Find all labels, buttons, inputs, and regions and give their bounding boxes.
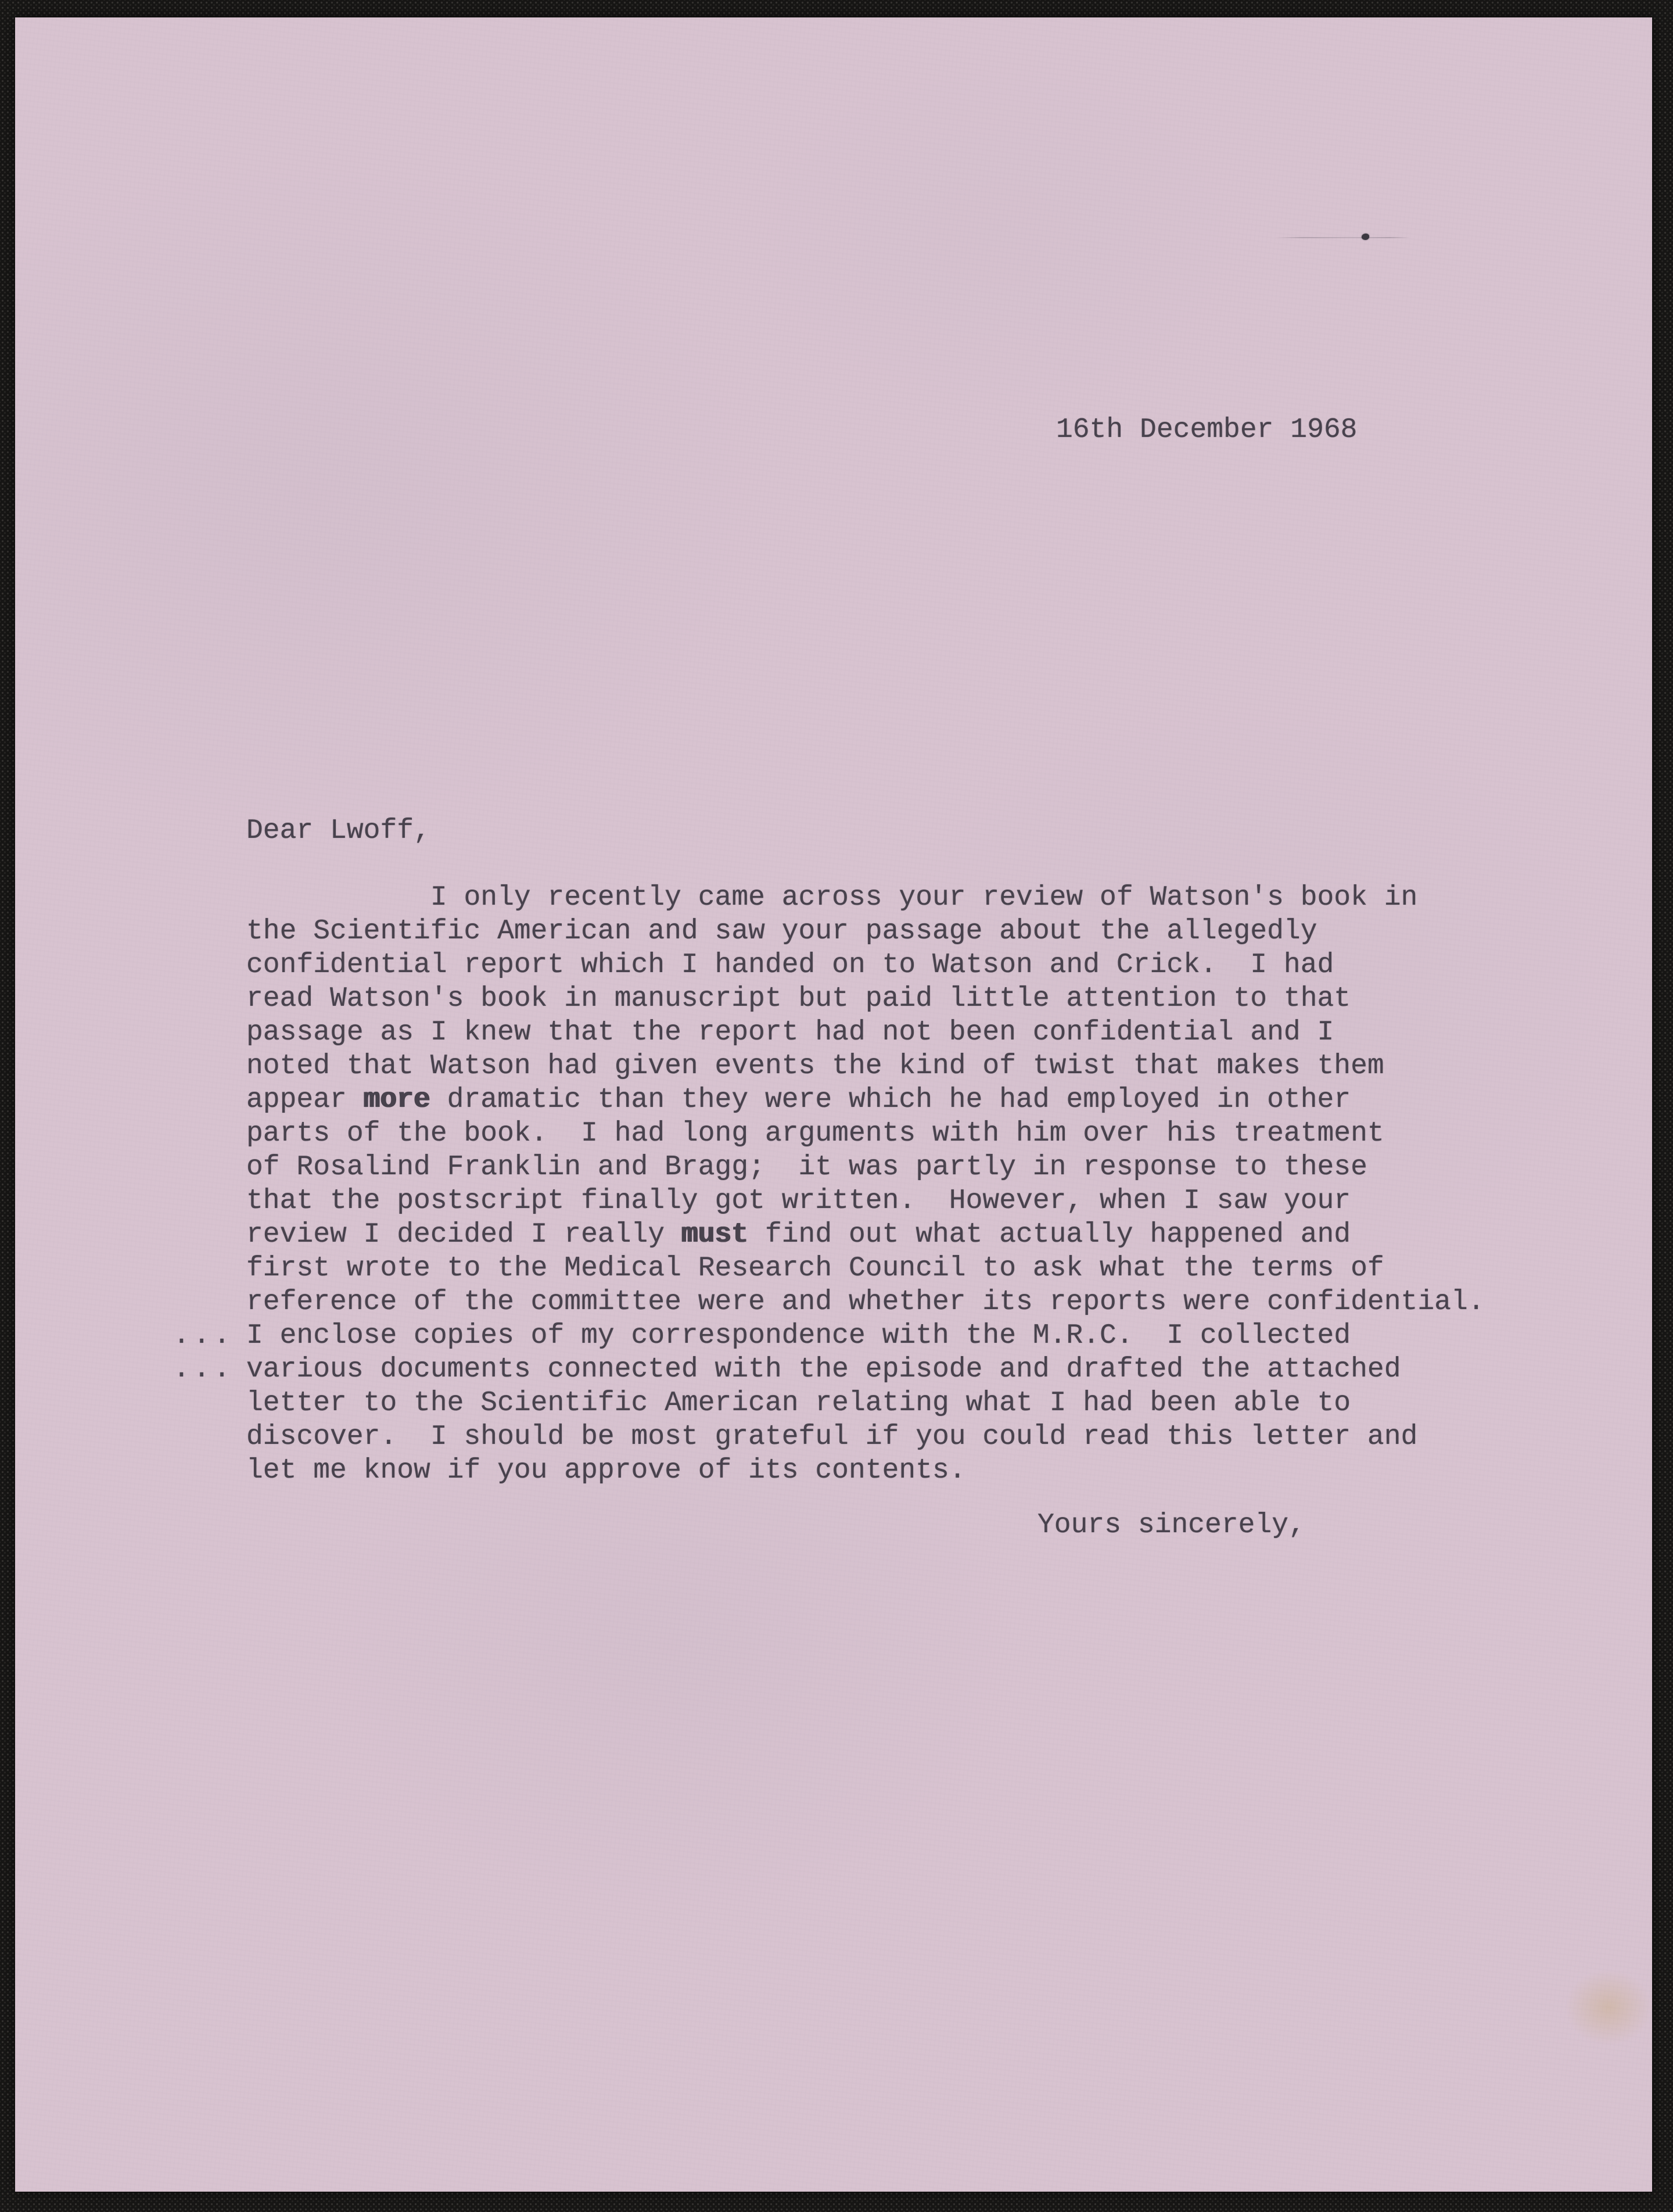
body-line: review I decided I really must find out what actually happened and	[246, 1219, 1351, 1250]
salutation: Dear Lwoff,	[246, 815, 430, 847]
body-line: that the postscript finally got written. However, when I saw your	[246, 1185, 1351, 1217]
paper-stain	[1565, 1970, 1652, 2045]
body-line: confidential report which I handed on to Watson and Crick. I had	[246, 949, 1334, 981]
paper-scratch-mark	[1275, 237, 1410, 238]
body-line: read Watson's book in manuscript but paid little attention to that	[246, 983, 1351, 1014]
body-line: of Rosalind Franklin and Bragg; it was partly in response to these	[246, 1152, 1367, 1183]
body-line: I enclose copies of my correspondence with the M.R.C. I collected ...	[173, 1320, 1351, 1351]
overstruck-word: more	[363, 1084, 430, 1116]
body-line: the Scientific American and saw your passage about the allegedly	[246, 916, 1317, 947]
letter-body	[173, 881, 1485, 1487]
body-line: letter to the Scientific American relating what I had been able to	[246, 1388, 1351, 1419]
body-line: various documents connected with the episode and drafted the attached ...	[173, 1354, 1401, 1385]
body-line: passage as I knew that the report had not been confidential and I	[246, 1017, 1334, 1048]
body-line: discover. I should be most grateful if you could read this letter and	[246, 1421, 1418, 1453]
body-line: appear more dramatic than they were which he had employed in other	[246, 1084, 1351, 1116]
overstruck-word: must	[681, 1219, 749, 1250]
body-line: let me know if you approve of its contents.	[246, 1455, 966, 1486]
body-line: noted that Watson had given events the kind of twist that makes them	[246, 1051, 1384, 1082]
body-line: first wrote to the Medical Research Council to ask what the terms of	[246, 1253, 1384, 1284]
closing-valediction: Yours sincerely,	[1037, 1510, 1305, 1541]
letter-paper	[15, 17, 1652, 2192]
margin-annotation-dots: ...	[173, 1320, 234, 1351]
paper-speck	[1362, 234, 1369, 240]
body-line: I only recently came across your review of Watson's book in	[246, 882, 1418, 913]
letter-date: 16th December 1968	[1056, 414, 1358, 446]
body-line: reference of the committee were and whether its reports were confidential.	[246, 1286, 1485, 1318]
body-line: parts of the book. I had long arguments with him over his treatment	[246, 1118, 1384, 1149]
margin-annotation-dots: ...	[173, 1354, 234, 1385]
